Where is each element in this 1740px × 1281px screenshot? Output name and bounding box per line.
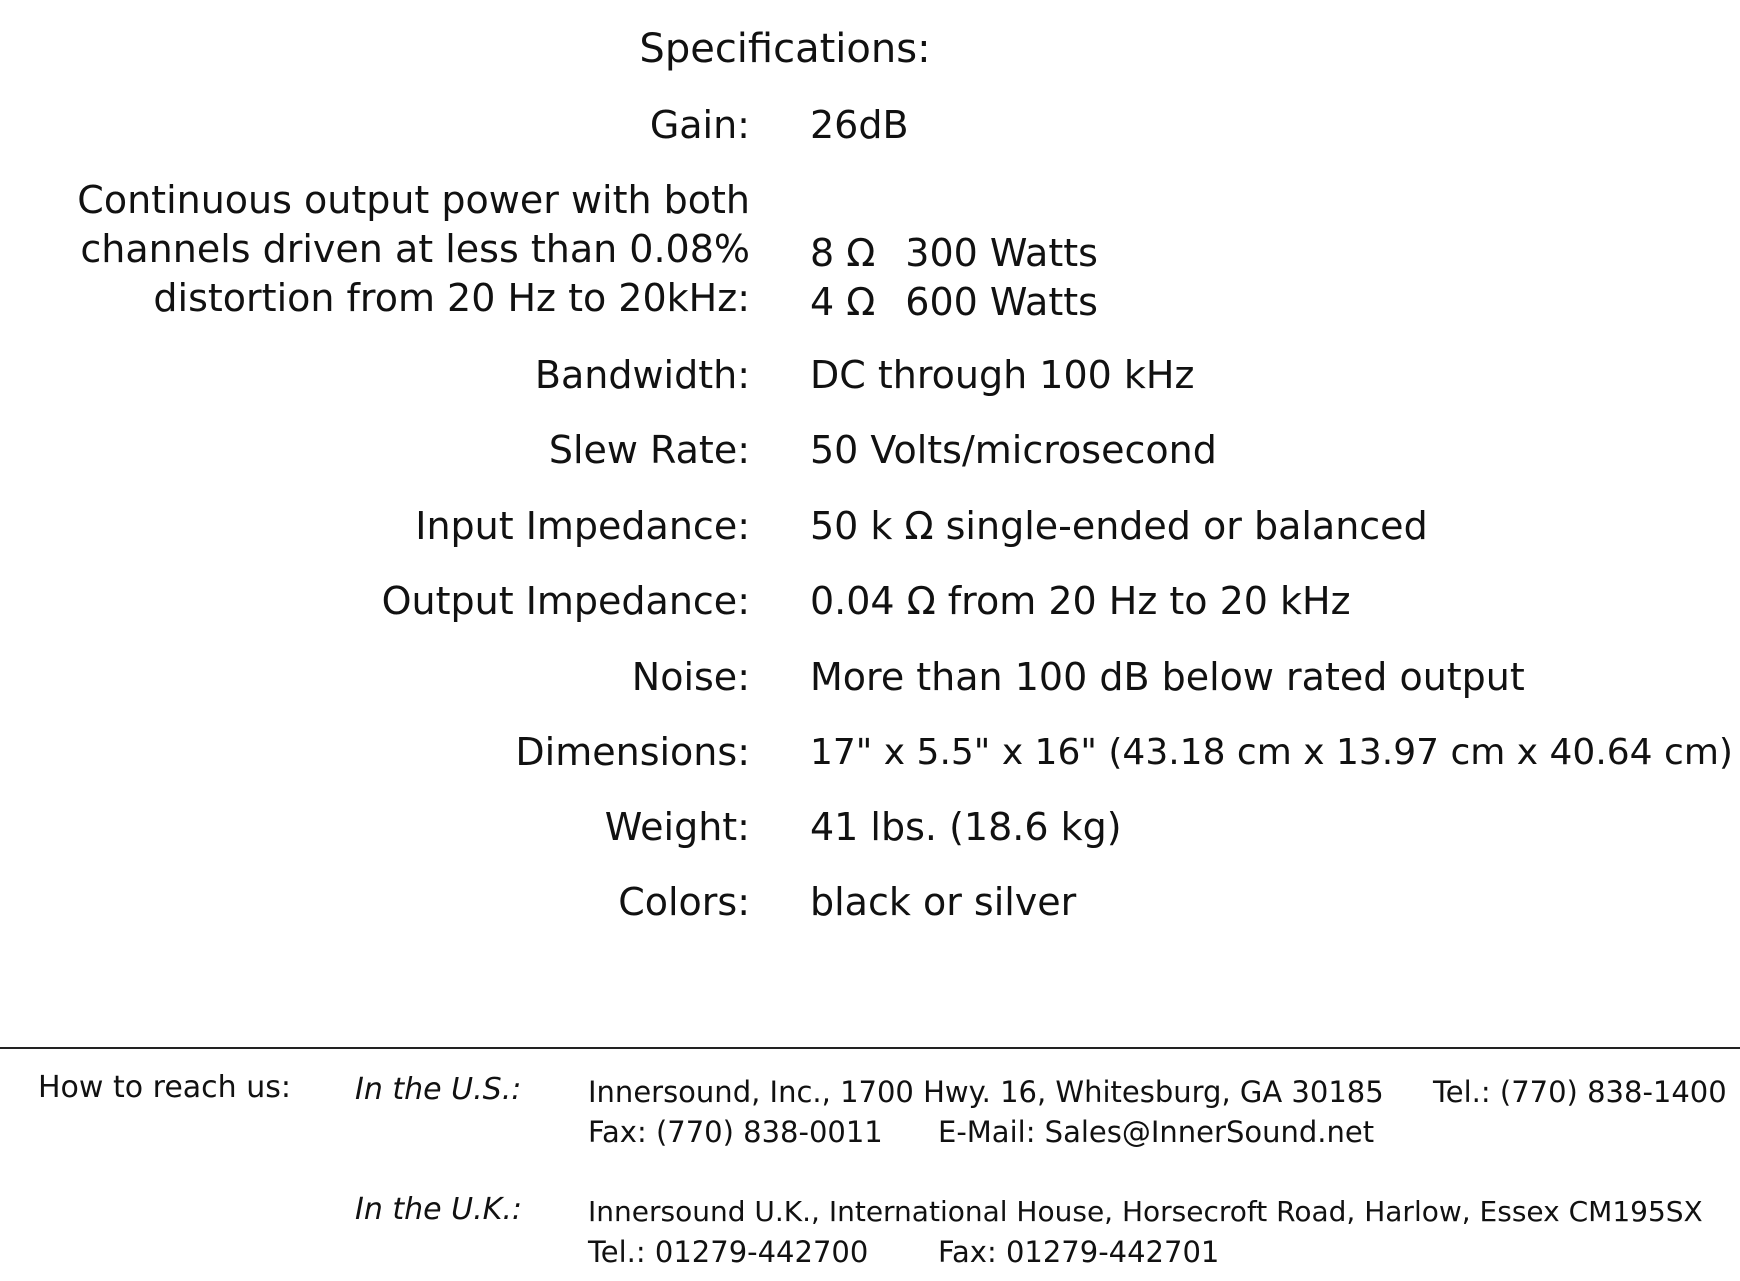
contact-region-uk: In the U.K.: [355, 1192, 522, 1227]
power-label-line: Continuous output power with both [77, 178, 750, 222]
contact-heading: How to reach us: [38, 1070, 291, 1105]
spec-label: Output Impedance: [381, 579, 750, 623]
contact-us-tel: Tel.: (770) 838-1400 [1433, 1075, 1727, 1109]
spec-label: Colors: [618, 880, 750, 924]
contact-uk-fax: Fax: 01279-442701 [938, 1235, 1220, 1269]
contact-us-email: E-Mail: Sales@InnerSound.net [938, 1115, 1375, 1149]
spec-label: Dimensions: [515, 730, 750, 774]
spec-value: 50 k Ω single-ended or balanced [810, 504, 1428, 548]
spec-label: Gain: [649, 103, 750, 147]
spec-value: DC through 100 kHz [810, 353, 1195, 397]
power-watts: 300 Watts [905, 231, 1098, 275]
power-label-line: distortion from 20 Hz to 20kHz: [153, 276, 750, 320]
power-impedance: 8 Ω [810, 231, 876, 275]
spec-label: Weight: [604, 805, 750, 849]
spec-value: 26dB [810, 103, 909, 147]
power-rating [810, 278, 1098, 327]
contact-uk-address: Innersound U.K., International House, Horsecroft Road, Harlow, Essex CM195SX [588, 1195, 1703, 1228]
spec-value: 50 Volts/microsecond [810, 428, 1217, 472]
spec-label: Input Impedance: [415, 504, 750, 548]
spec-value: More than 100 dB below rated output [810, 655, 1525, 699]
divider [0, 1047, 1740, 1049]
contact-uk-tel: Tel.: 01279-442700 [588, 1235, 869, 1269]
spec-value: 17" x 5.5" x 16" (43.18 cm x 13.97 cm x 40.64 cm) [810, 732, 1733, 773]
spec-value: 41 lbs. (18.6 kg) [810, 805, 1122, 849]
contact-region-us: In the U.S.: [355, 1072, 522, 1107]
spec-label: Bandwidth: [534, 353, 750, 397]
contact-us-fax: Fax: (770) 838-0011 [588, 1115, 883, 1149]
power-rating [810, 229, 1098, 278]
page-title: Specifications: [639, 26, 931, 72]
spec-value: 0.04 Ω from 20 Hz to 20 kHz [810, 579, 1351, 623]
spec-value: black or silver [810, 880, 1077, 924]
spec-label: Noise: [631, 655, 750, 699]
power-watts: 600 Watts [905, 280, 1098, 324]
spec-label: Slew Rate: [548, 428, 750, 472]
contact-us-address: Innersound, Inc., 1700 Hwy. 16, Whitesburg, GA 30185 [588, 1075, 1384, 1109]
power-label-line: channels driven at less than 0.08% [80, 227, 750, 271]
power-impedance: 4 Ω [810, 280, 876, 324]
